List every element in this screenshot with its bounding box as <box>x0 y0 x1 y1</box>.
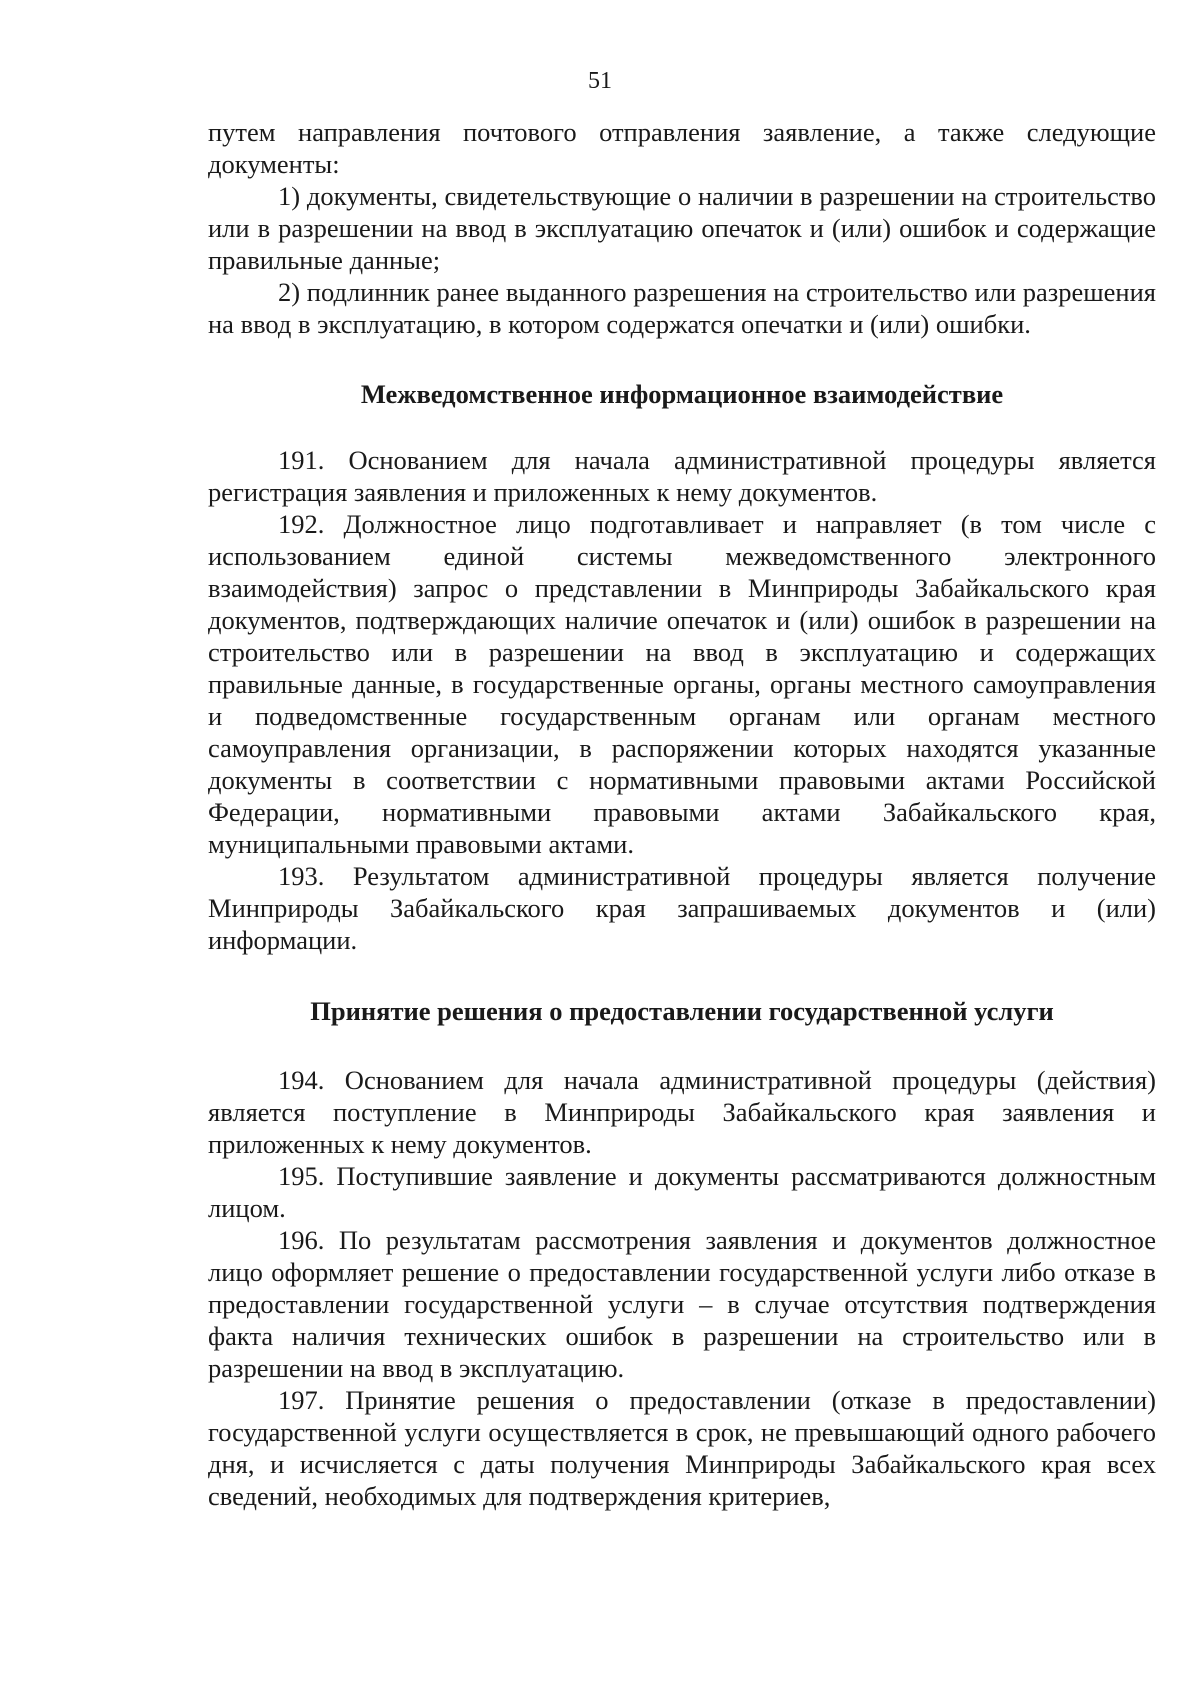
section-heading-interagency: Межведомственное информационное взаимодействие <box>360 379 1004 409</box>
clause-194: 194. Основанием для начала административной процедуры (действия) является поступление в Минприроды Забайкальского края заявления и приложенных к нему документов. <box>208 1065 1156 1159</box>
list-item-2: 2) подлинник ранее выданного разрешения на строительство или разрешения на ввод в эксплуатацию, в котором содержатся опечатки и (или) ошибки. <box>208 277 1156 339</box>
clause-193: 193. Результатом административной процедуры является получение Минприроды Забайкальского края запрашиваемых документов и (или) информации. <box>208 861 1156 955</box>
intro-paragraph: путем направления почтового отправления заявление, а также следующие документы: <box>208 117 1156 179</box>
clause-192: 192. Должностное лицо подготавливает и направляет (в том числе с использованием единой системы межведомственного электронного взаимодействия) запрос о представлении в Минприроды Забайкальского края документов, подтверждающих наличие опечаток и (или) ошибок в разрешении на строительство или в разрешении на ввод в эксплуатацию и содержащих правильные данные, в государственные органы, органы местного самоуправления и подведомственные государственным органам или органам местного самоуправления организации, в распоряжении которых находятся указанные документы в соответствии с нормативными правовыми актами Российской Федерации, нормативными правовыми актами Забайкальского края, муниципальными правовыми актами. <box>208 509 1156 859</box>
page-body <box>208 116 1156 1512</box>
clause-191: 191. Основанием для начала административной процедуры является регистрация заявления и приложенных к нему документов. <box>208 445 1156 507</box>
section-heading-decision: Принятие решения о предоставлении государственной услуги <box>310 996 1054 1026</box>
list-item-1: 1) документы, свидетельствующие о наличии в разрешении на строительство или в разрешении на ввод в эксплуатацию опечаток и (или) ошибок и содержащие правильные данные; <box>208 181 1156 275</box>
page-number: 51 <box>588 68 612 94</box>
clause-197: 197. Принятие решения о предоставлении (отказе в предоставлении) государственной услуги осуществляется в срок, не превышающий одного рабочего дня, и исчисляется с даты получения Минприроды Забайкальского края всех сведений, необходимых для подтверждения критериев, <box>208 1385 1156 1511</box>
clause-196: 196. По результатам рассмотрения заявления и документов должностное лицо оформляет решение о предоставлении государственной услуги либо отказе в предоставлении государственной услуги – в случае отсутствия подтверждения факта наличия технических ошибок в разрешении на строительство или в разрешении на ввод в эксплуатацию. <box>208 1225 1156 1383</box>
clause-195: 195. Поступившие заявление и документы рассматриваются должностным лицом. <box>208 1161 1156 1223</box>
